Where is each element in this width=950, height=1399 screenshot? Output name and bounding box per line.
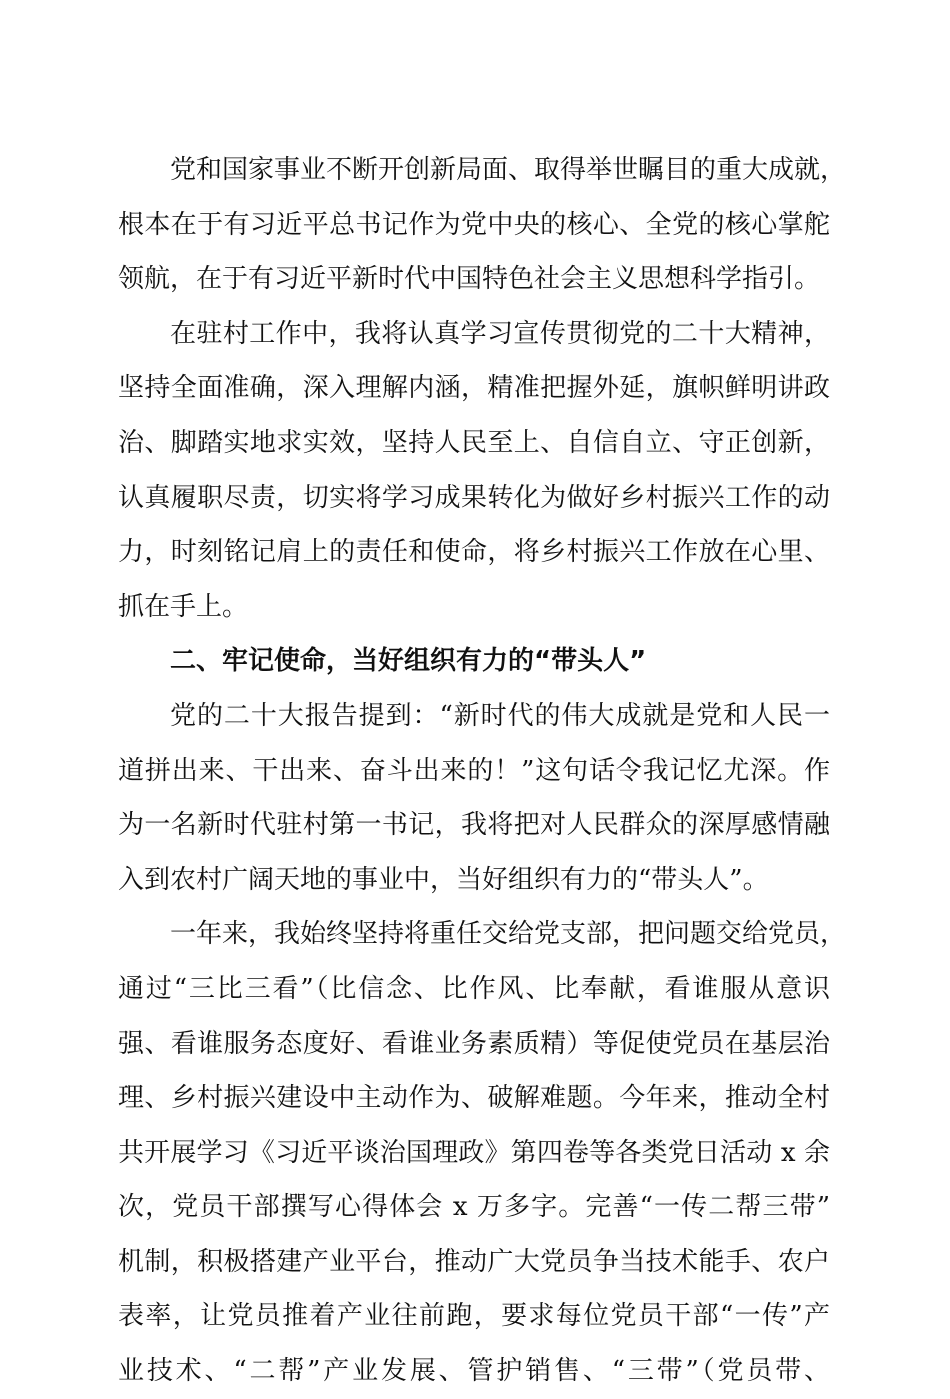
text-line: 党的二十大报告提到：“新时代的伟大成就是党和人民一	[170, 700, 830, 731]
text-line: 入到农村广阔天地的事业中，当好组织有力的“带头人”。	[118, 864, 769, 895]
text-line: 次，党员干部撰写心得体会 x 万多字。完善“一传二帮三带”	[118, 1192, 830, 1223]
text-line: 强、看谁服务态度好、看谁业务素质精）等促使党员在基层治	[118, 1028, 830, 1059]
text-line: 党和国家事业不断开创新局面、取得举世瞩目的重大成就，	[170, 155, 847, 185]
text-line: 表率，让党员推着产业往前跑，要求每位党员干部“一传”产	[118, 1301, 830, 1332]
text-line: 根本在于有习近平总书记作为党中央的核心、全党的核心掌舵	[118, 209, 830, 240]
paragraph	[118, 143, 847, 307]
text-line: 业技术、“二帮”产业发展、管护销售、“三带”（党员带、	[118, 1356, 830, 1387]
text-line: 道拼出来、干出来、奋斗出来的！”这句话令我记忆尤深。作	[118, 755, 830, 786]
section-heading	[118, 634, 830, 689]
text-line: 机制，积极搭建产业平台，推动广大党员争当技术能手、农户	[118, 1246, 830, 1277]
text-line: 通过“三比三看”（比信念、比作风、比奉献，看谁服从意识	[118, 973, 830, 1004]
text-line: 为一名新时代驻村第一书记，我将把对人民群众的深厚感情融	[118, 810, 830, 841]
paragraph	[118, 907, 847, 1398]
text-line: 在驻村工作中，我将认真学习宣传贯彻党的二十大精神，	[170, 318, 830, 349]
paragraph	[118, 689, 830, 907]
text-line: 一年来，我始终坚持将重任交给党支部，把问题交给党员，	[170, 919, 847, 950]
text-line: 治、脚踏实地求实效，坚持人民至上、自信自立、守正创新，	[118, 427, 830, 458]
text-line: 认真履职尽责，切实将学习成果转化为做好乡村振兴工作的动	[118, 482, 830, 513]
text-line: 领航，在于有习近平新时代中国特色社会主义思想科学指引。	[118, 264, 821, 295]
heading-text: 二、牢记使命，当好组织有力的“带头人”	[170, 646, 647, 677]
document-body	[118, 143, 847, 1399]
text-line: 抓在手上。	[118, 591, 249, 622]
text-line: 共开展学习《习近平谈治国理政》第四卷等各类党日活动 x 余	[118, 1137, 830, 1168]
text-line: 理、乡村振兴建设中主动作为、破解难题。今年来，推动全村	[118, 1083, 830, 1114]
paragraph	[118, 307, 830, 635]
text-line: 力，时刻铭记肩上的责任和使命，将乡村振兴工作放在心里、	[118, 537, 830, 568]
text-line: 坚持全面准确，深入理解内涵，精准把握外延，旗帜鲜明讲政	[118, 373, 830, 404]
